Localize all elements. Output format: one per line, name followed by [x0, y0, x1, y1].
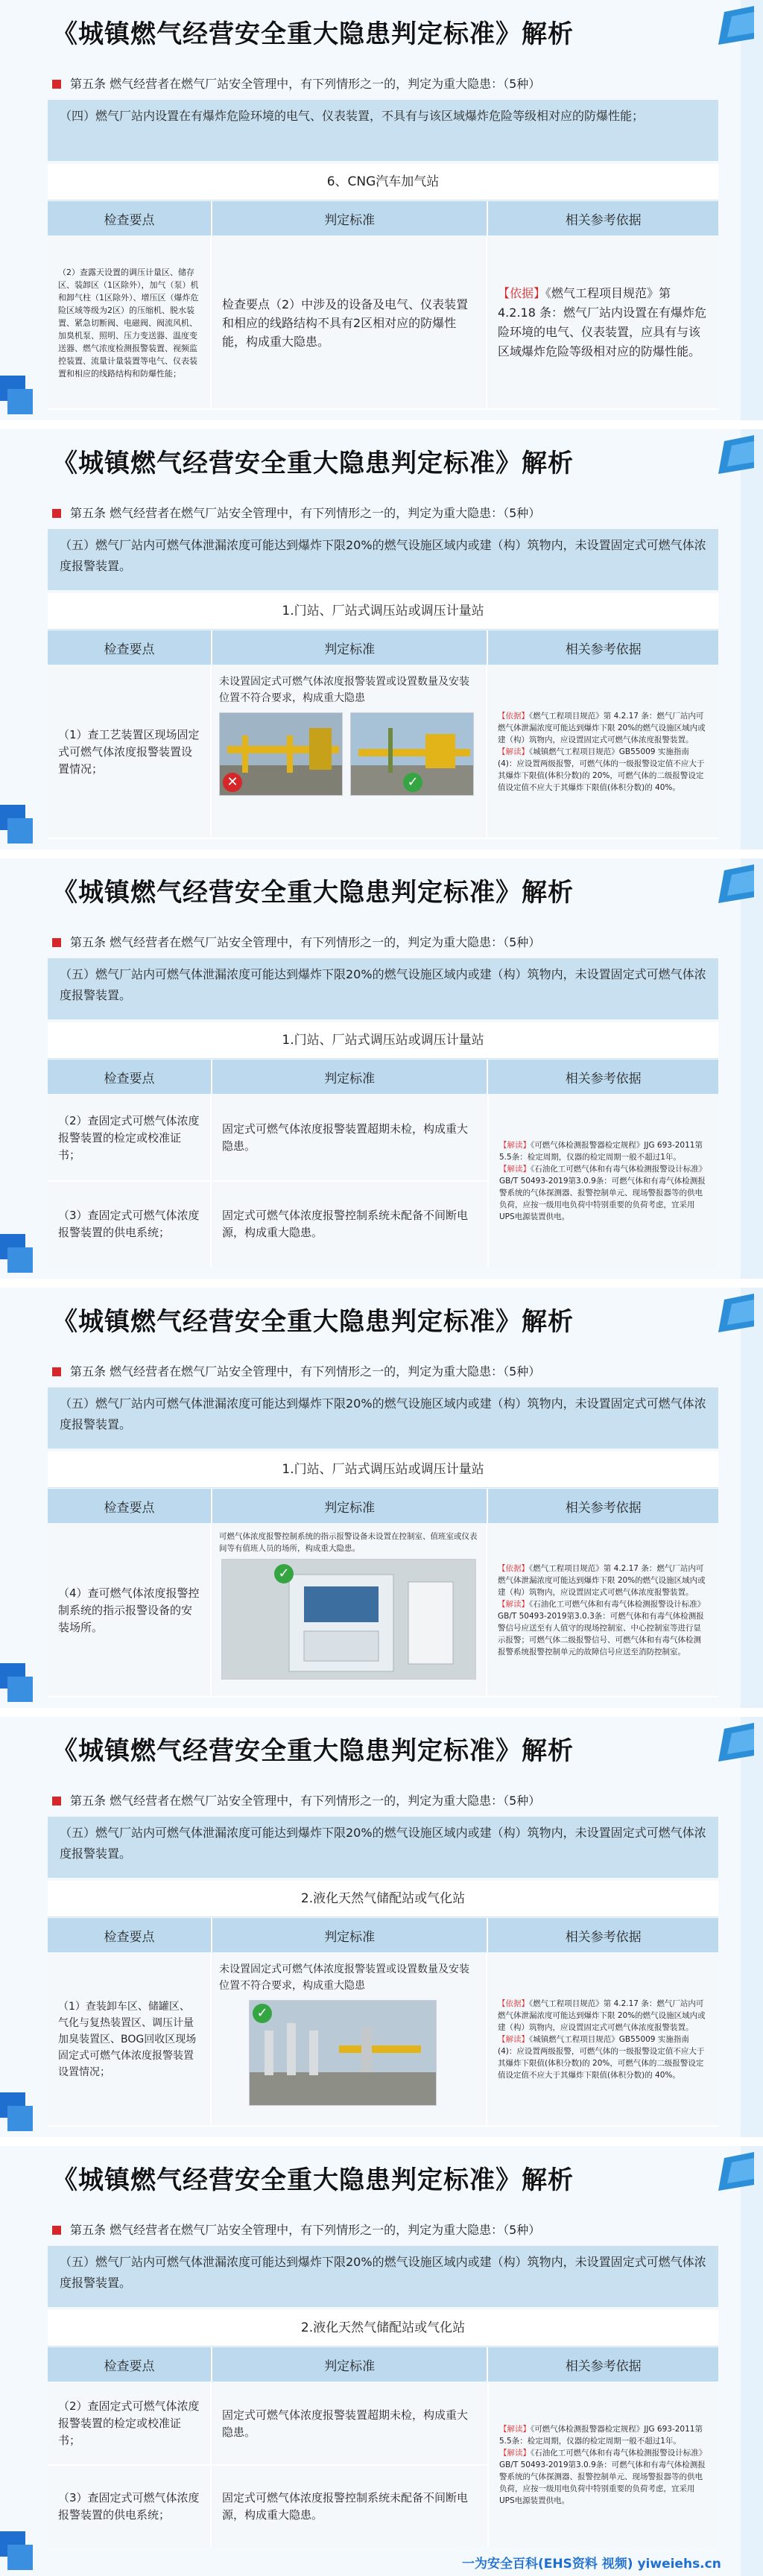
- judgment-standard: 固定式可燃气体浓度报警装置超期未检，构成重大隐患。: [222, 2408, 469, 2439]
- table-row: [48, 237, 718, 410]
- judgment-standard: 固定式可燃气体浓度报警控制系统未配备不间断电源，构成重大隐患。: [222, 2490, 469, 2522]
- slide-title: 《城镇燃气经营安全重大隐患判定标准》解析: [52, 2165, 574, 2195]
- lng-vaporizer-equipment-icon: [250, 2001, 436, 2105]
- header-basis: 相关参考依据: [565, 642, 642, 657]
- header-basis: 相关参考依据: [565, 1929, 642, 1945]
- header-point: 检查要点: [48, 630, 212, 665]
- header-standard: 判定标准: [212, 630, 488, 665]
- corner-decoration-icon: [718, 435, 754, 474]
- check-point: （1）查装卸车区、储罐区、气化与复热装置区、调压计量加臭装置区、BOG回收区现场固定式可燃气体浓度报警装置设置情况；: [48, 1954, 212, 2125]
- bullet-icon: [52, 509, 61, 518]
- corner-decoration-icon: [0, 361, 37, 420]
- correct-mark-icon: ✓: [253, 2004, 272, 2023]
- table-header: [48, 1489, 718, 1523]
- corner-decoration-icon: [718, 1723, 754, 1762]
- slide-2: [0, 429, 763, 849]
- check-point: （1）查工艺装置区现场固定式可燃气体浓度报警装置设置情况；: [48, 666, 212, 838]
- header-basis: 相关参考依据: [565, 2358, 642, 2374]
- header-point: 检查要点: [48, 1060, 212, 1094]
- hazard-description: （五）燃气厂站内可燃气体泄漏浓度可能达到爆炸下限20%的燃气设施区域内或建（构）筑物内，未设置固定式可燃气体浓度报警装置。: [48, 2246, 718, 2307]
- article-line: 第五条 燃气经营者在燃气厂站安全管理中，有下列情形之一的，判定为重大隐患：（5种）: [52, 1362, 540, 1379]
- judgment-standard: 固定式可燃气体浓度报警装置超期未检，构成重大隐患。: [222, 1122, 469, 1153]
- judgment-standard: 未设置固定式可燃气体浓度报警装置或设置数量及安装位置不符合要求，构成重大隐患 ✕ ✓: [212, 666, 487, 838]
- section-title: 1.门站、厂站式调压站或调压计量站: [48, 1022, 718, 1059]
- corner-decoration-icon: [718, 6, 754, 45]
- corner-decoration-icon: [0, 1648, 37, 1708]
- judgment-standard: 可燃气体浓度报警控制系统的指示报警设备未设置在控制室、值班室或仪表间等有值班人员的场所，构成重大隐患。 ✓: [212, 1525, 487, 1696]
- corner-decoration-icon: [0, 2516, 37, 2576]
- basis-tag: 【依据】: [498, 286, 546, 300]
- hazard-description: （四）燃气厂站内设置在有爆炸危险环境的电气、仪表装置，不具有与该区域爆炸危险等级相对应的防爆性能；: [48, 100, 718, 161]
- slide-title: 《城镇燃气经营安全重大隐患判定标准》解析: [52, 1736, 574, 1766]
- header-basis: 相关参考依据: [565, 212, 642, 228]
- section-title: 2.液化天然气储配站或气化站: [48, 2310, 718, 2346]
- header-standard: 判定标准: [212, 1489, 488, 1523]
- check-point: （3）查固定式可燃气体浓度报警装置的供电系统；: [48, 2466, 212, 2547]
- slide-4: [0, 1288, 763, 1708]
- table-body: [48, 2383, 718, 2547]
- header-point: 检查要点: [48, 1489, 212, 1523]
- corner-decoration-icon: [0, 1219, 37, 1279]
- correct-example-photo: [350, 712, 474, 796]
- check-point: （2）查固定式可燃气体浓度报警装置的检定或校准证书；: [48, 2383, 212, 2464]
- table-row: [48, 2383, 487, 2466]
- reference-basis: 【解读】《可燃气体检测报警器检定规程》JJG 693-2011第5.5条：检定周期，仪器的检定周期一般不超过1年。 【解读】《石油化工可燃气体和有毒气体检测报警设计标准》GB/T 50493-2019第3.0.9条：可燃气体和有毒气体检测报警系统的气体探测器、报警控制单元、现场警报器等的供电负荷，应按一级用电负荷中特别重要的负荷考虑，宜采用UPS电源装置供电。: [487, 1095, 718, 1267]
- table-header: [48, 201, 718, 235]
- section-title: 1.门站、厂站式调压站或调压计量站: [48, 1452, 718, 1488]
- check-point: （2）查露天设置的调压计量区、储存区、装卸区（1区除外），加气（泵）机和卸气柱（1区除外）、增压区（爆炸危险区域等级为2区）的压缩机、脱水装置、紧急切断阀、电磁阀、阀流风机、加臭机泵、照明、压力变送器、温度变送器、燃气浓度检测报警装置、视频监控装置、流量计量装置等电气、仪表装置和相应的线路结构和防爆性能；: [48, 237, 212, 408]
- bullet-icon: [52, 1367, 61, 1376]
- corner-decoration-icon: [0, 790, 37, 849]
- correct-mark-icon: ✓: [274, 1564, 294, 1583]
- check-point: （2）查固定式可燃气体浓度报警装置的检定或校准证书；: [48, 1095, 212, 1180]
- corner-decoration-icon: [718, 2152, 754, 2191]
- header-standard: 判定标准: [212, 2347, 488, 2382]
- article-line: 第五条 燃气经营者在燃气厂站安全管理中，有下列情形之一的，判定为重大隐患：（5种）: [52, 504, 540, 521]
- corner-decoration-icon: [718, 864, 754, 903]
- table-row: [48, 2466, 487, 2547]
- section-title: 1.门站、厂站式调压站或调压计量站: [48, 593, 718, 630]
- hazard-description: （五）燃气厂站内可燃气体泄漏浓度可能达到爆炸下限20%的燃气设施区域内或建（构）筑物内，未设置固定式可燃气体浓度报警装置。: [48, 529, 718, 590]
- header-basis: 相关参考依据: [565, 1500, 642, 1516]
- slide-1: [0, 0, 763, 420]
- bullet-icon: [52, 80, 61, 89]
- table-header: [48, 630, 718, 665]
- bullet-icon: [52, 938, 61, 947]
- header-standard: 判定标准: [212, 1918, 488, 1952]
- slide-3: [0, 858, 763, 1279]
- incorrect-example-photo: [219, 712, 343, 796]
- article-line: 第五条 燃气经营者在燃气厂站安全管理中，有下列情形之一的，判定为重大隐患：（5种）: [52, 933, 540, 950]
- alarm-cabinet-photo: [221, 1559, 476, 1680]
- check-point: （4）查可燃气体浓度报警控制系统的指示报警设备的安装场所。: [48, 1525, 212, 1696]
- slide-title: 《城镇燃气经营安全重大隐患判定标准》解析: [52, 1307, 574, 1337]
- header-point: 检查要点: [48, 1918, 212, 1952]
- slide-title: 《城镇燃气经营安全重大隐患判定标准》解析: [52, 19, 574, 49]
- footer-watermark: 一为安全百科(EHS资料 视频) yiweiehs.cn: [462, 2557, 721, 2572]
- slide-6: [0, 2146, 763, 2576]
- table-row: [48, 1095, 487, 1182]
- bullet-icon: [52, 1797, 61, 1806]
- header-point: 检查要点: [48, 2347, 212, 2382]
- judgment-standard: 检查要点（2）中涉及的设备及电气、仪表装置和相应的线路结构不具有2区相对应的防爆性能，构成重大隐患。: [212, 237, 487, 408]
- table-row: [48, 1525, 718, 1697]
- table-header: [48, 1060, 718, 1094]
- table-body: [48, 1095, 718, 1267]
- reference-basis: 【依据】《燃气工程项目规范》第 4.2.17 条：燃气厂站内可燃气体泄漏浓度可能达到爆炸下限 20%的燃气设施区域内或建（构）筑物内，应设置固定式可燃气体浓度报警装置。 【解读】《石油化工可燃气体和有毒气体检测报警设计标准》GB/T 50493-2019第3.0.3条：可燃气体和有毒气体检测报警信号应送至有人值守的现场控制室、中心控制室等进行显示报警；可燃气体二级报警信号、可燃气体和有毒气体检测报警系统报警控制单元的故障信号应送至消防控制室。: [498, 1564, 706, 1656]
- hazard-description: （五）燃气厂站内可燃气体泄漏浓度可能达到爆炸下限20%的燃气设施区域内或建（构）筑物内，未设置固定式可燃气体浓度报警装置。: [48, 1387, 718, 1449]
- header-standard: 判定标准: [212, 201, 488, 235]
- slide-5: [0, 1717, 763, 2137]
- reference-basis: 【依据】《燃气工程项目规范》第 4.2.18 条：燃气厂站内设置在有爆炸危险环境的电气、仪表装置，应具有与该区域爆炸危险等级相对应的防爆性能。: [498, 286, 706, 358]
- correct-mark-icon: ✓: [403, 773, 422, 792]
- corner-decoration-icon: [718, 1294, 754, 1332]
- article-line: 第五条 燃气经营者在燃气厂站安全管理中，有下列情形之一的，判定为重大隐患：（5种）: [52, 1791, 540, 1808]
- slide-title: 《城镇燃气经营安全重大隐患判定标准》解析: [52, 449, 574, 478]
- article-line: 第五条 燃气经营者在燃气厂站安全管理中，有下列情形之一的，判定为重大隐患：（5种）: [52, 75, 540, 92]
- check-point: （3）查固定式可燃气体浓度报警装置的供电系统；: [48, 1182, 212, 1267]
- alarm-control-cabinet-icon: [222, 1560, 475, 1679]
- slide-title: 《城镇燃气经营安全重大隐患判定标准》解析: [52, 878, 574, 908]
- corner-decoration-icon: [0, 2077, 37, 2137]
- header-basis: 相关参考依据: [565, 1071, 642, 1086]
- judgment-standard: 固定式可燃气体浓度报警控制系统未配备不间断电源，构成重大隐患。: [222, 1209, 469, 1239]
- wrong-mark-icon: ✕: [223, 773, 242, 792]
- header-point: 检查要点: [48, 201, 212, 235]
- lng-station-photo: [249, 2000, 437, 2106]
- reference-basis: 【依据】《燃气工程项目规范》第 4.2.17 条：燃气厂站内可燃气体泄漏浓度可能达到爆炸下限 20%的燃气设施区域内或建（构）筑物内，应设置固定式可燃气体浓度报警装置。 【解读】《城镇燃气工程项目规范》GB55009 实施指南(4)：应设置两级报警，可燃气体的一级报警设定值不应大于其爆炸下限值(体积分数)的 20%，可燃气体的二级报警设定值设定值不应大于其爆炸下限值(体积分数)的 40%。: [498, 1999, 706, 2080]
- section-title: 2.液化天然气储配站或气化站: [48, 1881, 718, 1917]
- table-row: [48, 1954, 718, 2127]
- reference-basis: 【解读】《可燃气体检测报警器检定规程》JJG 693-2011第5.5条：检定周期，仪器的检定周期一般不超过1年。 【解读】《石油化工可燃气体和有毒气体检测报警设计标准》GB/T 50493-2019第3.0.9条：可燃气体和有毒气体检测报警系统的气体探测器、报警控制单元、现场警报器等的供电负荷，应按一级用电负荷中特别重要的负荷考虑，宜采用UPS电源装置供电。: [487, 2383, 718, 2547]
- hazard-description: （五）燃气厂站内可燃气体泄漏浓度可能达到爆炸下限20%的燃气设施区域内或建（构）筑物内，未设置固定式可燃气体浓度报警装置。: [48, 1817, 718, 1878]
- reference-basis: 【依据】《燃气工程项目规范》第 4.2.17 条：燃气厂站内可燃气体泄漏浓度可能达到爆炸下限 20%的燃气设施区域内或建（构）筑物内，应设置固定式可燃气体浓度报警装置。 【解读】《城镇燃气工程项目规范》GB55009 实施指南(4)：应设置两级报警，可燃气体的一级报警设定值不应大于其爆炸下限值(体积分数)的 20%，可燃气体的二级报警设定值设定值不应大于其爆炸下限值(体积分数)的 40%。: [498, 712, 706, 792]
- bullet-icon: [52, 2226, 61, 2235]
- section-title: 6、CNG汽车加气站: [48, 164, 718, 200]
- article-line: 第五条 燃气经营者在燃气厂站安全管理中，有下列情形之一的，判定为重大隐患：（5种）: [52, 2221, 540, 2238]
- table-header: [48, 2347, 718, 2382]
- judgment-standard: 未设置固定式可燃气体浓度报警装置或设置数量及安装位置不符合要求，构成重大隐患 ✓: [212, 1954, 487, 2125]
- table-header: [48, 1918, 718, 1952]
- table-row: [48, 666, 718, 839]
- table-row: [48, 1182, 487, 1267]
- hazard-description: （五）燃气厂站内可燃气体泄漏浓度可能达到爆炸下限20%的燃气设施区域内或建（构）筑物内，未设置固定式可燃气体浓度报警装置。: [48, 958, 718, 1019]
- header-standard: 判定标准: [212, 1060, 488, 1094]
